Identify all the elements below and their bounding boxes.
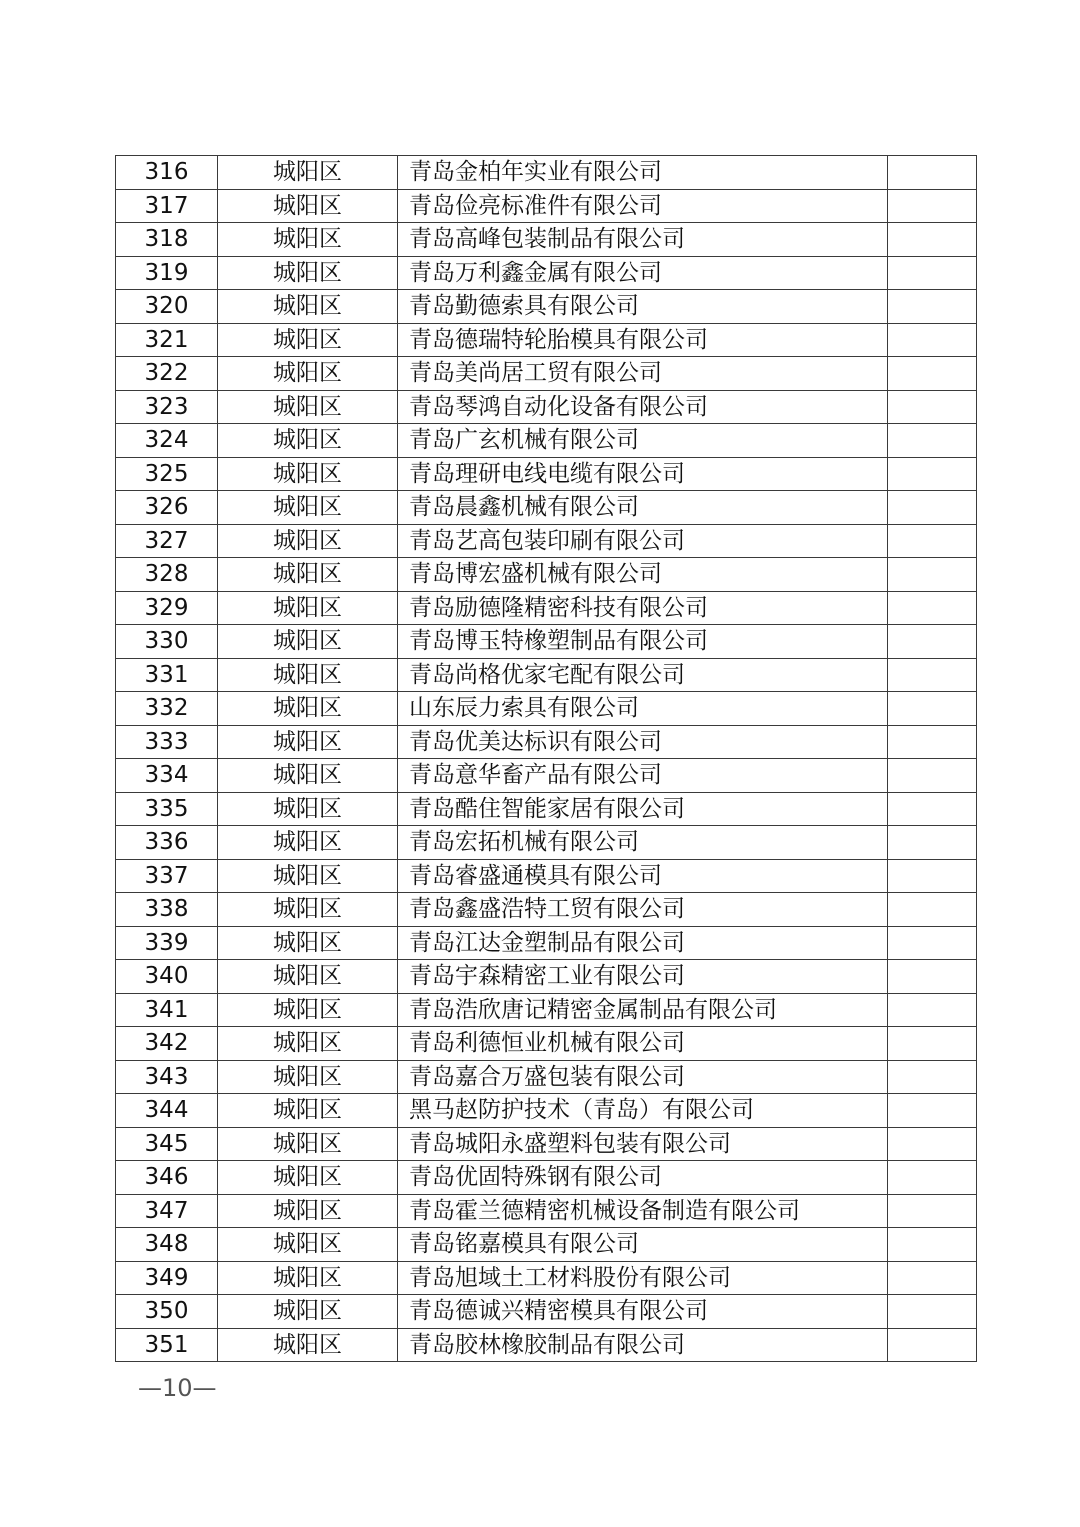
remarks-cell (888, 491, 977, 525)
company-name-cell: 青岛美尚居工贸有限公司 (398, 357, 888, 391)
remarks-cell (888, 390, 977, 424)
district-cell: 城阳区 (218, 424, 398, 458)
district-cell: 城阳区 (218, 658, 398, 692)
remarks-cell (888, 457, 977, 491)
row-number-cell: 345 (116, 1127, 218, 1161)
table-row (116, 1161, 977, 1195)
row-number-cell: 334 (116, 759, 218, 793)
remarks-cell (888, 357, 977, 391)
district-cell: 城阳区 (218, 725, 398, 759)
table-row (116, 1127, 977, 1161)
table-row (116, 859, 977, 893)
row-number-cell: 333 (116, 725, 218, 759)
company-name-cell: 青岛利德恒业机械有限公司 (398, 1027, 888, 1061)
company-name-cell: 青岛宇森精密工业有限公司 (398, 960, 888, 994)
company-name-cell: 青岛德诚兴精密模具有限公司 (398, 1295, 888, 1329)
district-cell: 城阳区 (218, 223, 398, 257)
remarks-cell (888, 893, 977, 927)
company-name-cell: 青岛晨鑫机械有限公司 (398, 491, 888, 525)
row-number-cell: 347 (116, 1194, 218, 1228)
district-cell: 城阳区 (218, 859, 398, 893)
table-row (116, 993, 977, 1027)
row-number-cell: 323 (116, 390, 218, 424)
remarks-cell (888, 323, 977, 357)
district-cell: 城阳区 (218, 792, 398, 826)
row-number-cell: 319 (116, 256, 218, 290)
row-number-cell: 326 (116, 491, 218, 525)
table-row (116, 1328, 977, 1362)
remarks-cell (888, 692, 977, 726)
remarks-cell (888, 1060, 977, 1094)
page-number: —10— (138, 1374, 217, 1402)
district-cell: 城阳区 (218, 591, 398, 625)
row-number-cell: 337 (116, 859, 218, 893)
company-name-cell: 青岛鑫盛浩特工贸有限公司 (398, 893, 888, 927)
district-cell: 城阳区 (218, 1127, 398, 1161)
district-cell: 城阳区 (218, 893, 398, 927)
district-cell: 城阳区 (218, 491, 398, 525)
district-cell: 城阳区 (218, 156, 398, 190)
remarks-cell (888, 1161, 977, 1195)
company-name-cell: 青岛霍兰德精密机械设备制造有限公司 (398, 1194, 888, 1228)
district-cell: 城阳区 (218, 1094, 398, 1128)
company-name-cell: 青岛酷住智能家居有限公司 (398, 792, 888, 826)
company-name-cell: 青岛博宏盛机械有限公司 (398, 558, 888, 592)
company-name-cell: 青岛睿盛通模具有限公司 (398, 859, 888, 893)
company-name-cell: 青岛勤德索具有限公司 (398, 290, 888, 324)
table-row (116, 223, 977, 257)
remarks-cell (888, 1094, 977, 1128)
row-number-cell: 350 (116, 1295, 218, 1329)
district-cell: 城阳区 (218, 1261, 398, 1295)
district-cell: 城阳区 (218, 1060, 398, 1094)
company-name-cell: 青岛意华畜产品有限公司 (398, 759, 888, 793)
company-name-cell: 山东辰力索具有限公司 (398, 692, 888, 726)
district-cell: 城阳区 (218, 759, 398, 793)
table-row (116, 156, 977, 190)
table-row (116, 558, 977, 592)
company-name-cell: 青岛理研电线电缆有限公司 (398, 457, 888, 491)
row-number-cell: 327 (116, 524, 218, 558)
district-cell: 城阳区 (218, 256, 398, 290)
table-row (116, 725, 977, 759)
row-number-cell: 342 (116, 1027, 218, 1061)
district-cell: 城阳区 (218, 960, 398, 994)
company-name-cell: 青岛嘉合万盛包装有限公司 (398, 1060, 888, 1094)
district-cell: 城阳区 (218, 323, 398, 357)
district-cell: 城阳区 (218, 390, 398, 424)
table-row (116, 792, 977, 826)
table-row (116, 1060, 977, 1094)
district-cell: 城阳区 (218, 457, 398, 491)
table-row (116, 189, 977, 223)
row-number-cell: 351 (116, 1328, 218, 1362)
row-number-cell: 317 (116, 189, 218, 223)
remarks-cell (888, 1194, 977, 1228)
table-row (116, 457, 977, 491)
district-cell: 城阳区 (218, 692, 398, 726)
table-row (116, 1295, 977, 1329)
remarks-cell (888, 1328, 977, 1362)
row-number-cell: 331 (116, 658, 218, 692)
district-cell: 城阳区 (218, 1027, 398, 1061)
row-number-cell: 339 (116, 926, 218, 960)
table-row (116, 1027, 977, 1061)
company-name-cell: 青岛优固特殊钢有限公司 (398, 1161, 888, 1195)
district-cell: 城阳区 (218, 926, 398, 960)
table-row (116, 1228, 977, 1262)
table-row (116, 1194, 977, 1228)
district-cell: 城阳区 (218, 625, 398, 659)
company-name-cell: 青岛铭嘉模具有限公司 (398, 1228, 888, 1262)
table-row (116, 357, 977, 391)
table-row (116, 390, 977, 424)
row-number-cell: 325 (116, 457, 218, 491)
remarks-cell (888, 591, 977, 625)
row-number-cell: 349 (116, 1261, 218, 1295)
table-row (116, 290, 977, 324)
remarks-cell (888, 189, 977, 223)
company-name-cell: 青岛尚格优家宅配有限公司 (398, 658, 888, 692)
remarks-cell (888, 1228, 977, 1262)
company-list-table (115, 155, 977, 1362)
table-body (116, 156, 977, 1362)
remarks-cell (888, 1295, 977, 1329)
remarks-cell (888, 524, 977, 558)
remarks-cell (888, 759, 977, 793)
company-name-cell: 青岛广玄机械有限公司 (398, 424, 888, 458)
district-cell: 城阳区 (218, 993, 398, 1027)
remarks-cell (888, 256, 977, 290)
table-row (116, 893, 977, 927)
row-number-cell: 336 (116, 826, 218, 860)
table-row (116, 591, 977, 625)
row-number-cell: 338 (116, 893, 218, 927)
district-cell: 城阳区 (218, 1161, 398, 1195)
table-row (116, 692, 977, 726)
remarks-cell (888, 792, 977, 826)
company-name-cell: 青岛金柏年实业有限公司 (398, 156, 888, 190)
company-name-cell: 青岛博玉特橡塑制品有限公司 (398, 625, 888, 659)
district-cell: 城阳区 (218, 558, 398, 592)
table-row (116, 491, 977, 525)
company-name-cell: 青岛德瑞特轮胎模具有限公司 (398, 323, 888, 357)
district-cell: 城阳区 (218, 1228, 398, 1262)
row-number-cell: 321 (116, 323, 218, 357)
district-cell: 城阳区 (218, 357, 398, 391)
company-name-cell: 青岛浩欣唐记精密金属制品有限公司 (398, 993, 888, 1027)
row-number-cell: 329 (116, 591, 218, 625)
row-number-cell: 330 (116, 625, 218, 659)
company-name-cell: 青岛艺高包装印刷有限公司 (398, 524, 888, 558)
district-cell: 城阳区 (218, 826, 398, 860)
remarks-cell (888, 725, 977, 759)
company-name-cell: 青岛高峰包装制品有限公司 (398, 223, 888, 257)
company-name-cell: 青岛优美达标识有限公司 (398, 725, 888, 759)
row-number-cell: 340 (116, 960, 218, 994)
remarks-cell (888, 625, 977, 659)
district-cell: 城阳区 (218, 1295, 398, 1329)
company-name-cell: 青岛城阳永盛塑料包装有限公司 (398, 1127, 888, 1161)
table-row (116, 826, 977, 860)
remarks-cell (888, 424, 977, 458)
row-number-cell: 322 (116, 357, 218, 391)
row-number-cell: 343 (116, 1060, 218, 1094)
company-name-cell: 青岛宏拓机械有限公司 (398, 826, 888, 860)
remarks-cell (888, 1127, 977, 1161)
table-row (116, 1261, 977, 1295)
row-number-cell: 341 (116, 993, 218, 1027)
company-name-cell: 青岛励德隆精密科技有限公司 (398, 591, 888, 625)
company-name-cell: 青岛旭域土工材料股份有限公司 (398, 1261, 888, 1295)
row-number-cell: 335 (116, 792, 218, 826)
remarks-cell (888, 290, 977, 324)
row-number-cell: 318 (116, 223, 218, 257)
table-row (116, 256, 977, 290)
company-name-cell: 青岛万利鑫金属有限公司 (398, 256, 888, 290)
table-row (116, 524, 977, 558)
row-number-cell: 328 (116, 558, 218, 592)
table-row (116, 323, 977, 357)
row-number-cell: 332 (116, 692, 218, 726)
row-number-cell: 346 (116, 1161, 218, 1195)
company-name-cell: 青岛俭亮标准件有限公司 (398, 189, 888, 223)
district-cell: 城阳区 (218, 1194, 398, 1228)
company-name-cell: 黑马赵防护技术（青岛）有限公司 (398, 1094, 888, 1128)
table-row (116, 424, 977, 458)
table-row (116, 960, 977, 994)
table-row (116, 759, 977, 793)
district-cell: 城阳区 (218, 290, 398, 324)
row-number-cell: 320 (116, 290, 218, 324)
remarks-cell (888, 826, 977, 860)
district-cell: 城阳区 (218, 1328, 398, 1362)
remarks-cell (888, 156, 977, 190)
remarks-cell (888, 658, 977, 692)
remarks-cell (888, 223, 977, 257)
row-number-cell: 316 (116, 156, 218, 190)
row-number-cell: 348 (116, 1228, 218, 1262)
district-cell: 城阳区 (218, 189, 398, 223)
company-name-cell: 青岛江达金塑制品有限公司 (398, 926, 888, 960)
remarks-cell (888, 993, 977, 1027)
company-name-cell: 青岛胶林橡胶制品有限公司 (398, 1328, 888, 1362)
row-number-cell: 324 (116, 424, 218, 458)
row-number-cell: 344 (116, 1094, 218, 1128)
table-row (116, 926, 977, 960)
remarks-cell (888, 1261, 977, 1295)
district-cell: 城阳区 (218, 524, 398, 558)
remarks-cell (888, 926, 977, 960)
remarks-cell (888, 558, 977, 592)
table-row (116, 658, 977, 692)
company-name-cell: 青岛琴鸿自动化设备有限公司 (398, 390, 888, 424)
table-row (116, 1094, 977, 1128)
remarks-cell (888, 859, 977, 893)
remarks-cell (888, 1027, 977, 1061)
remarks-cell (888, 960, 977, 994)
table-row (116, 625, 977, 659)
